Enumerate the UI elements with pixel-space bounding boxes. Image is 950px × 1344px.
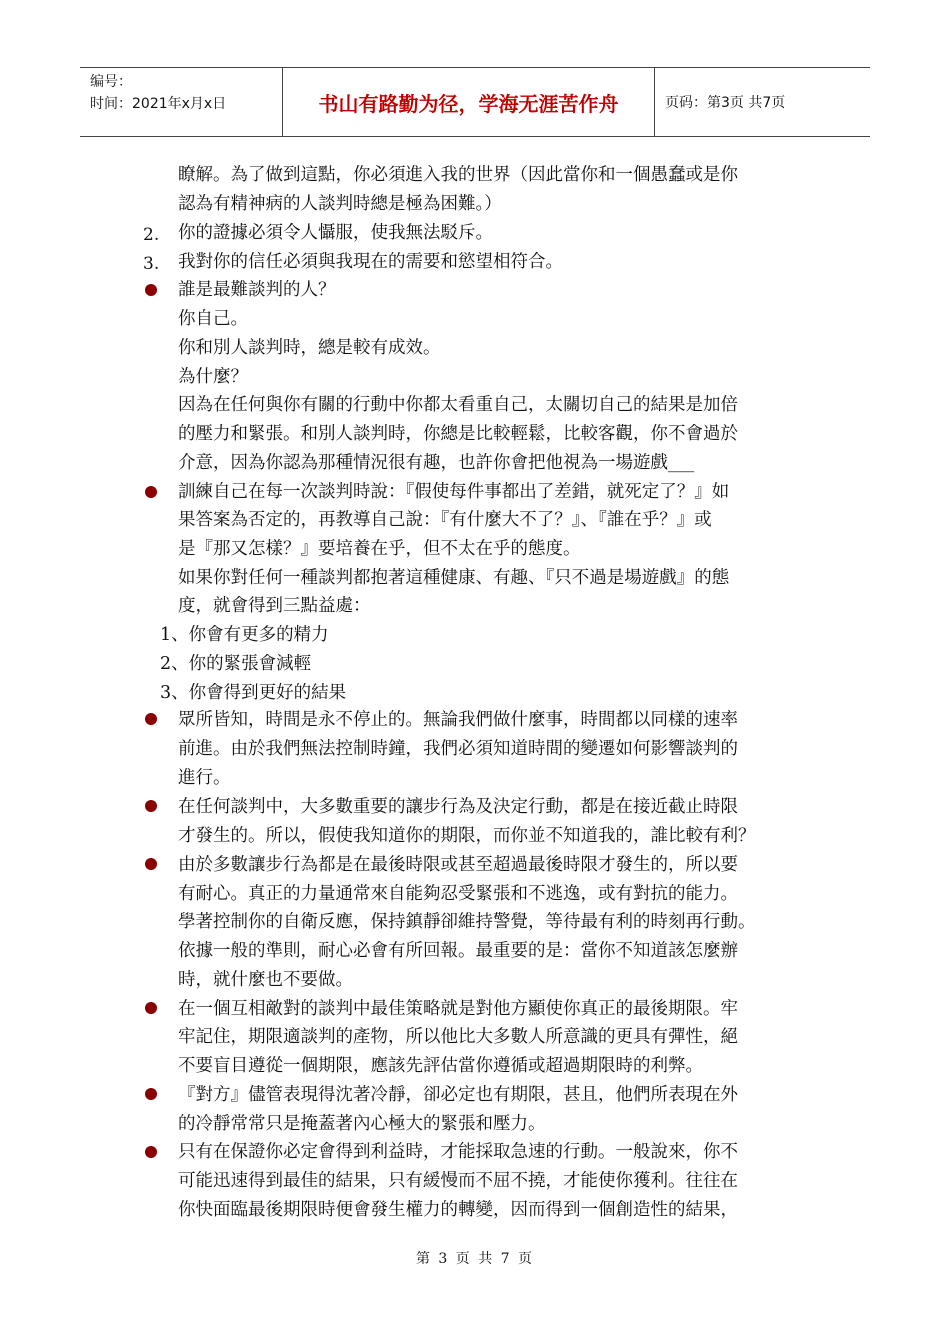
text-line: 你快面臨最後期限時便會發生權力的轉變，因而得到一個創造性的結果， xyxy=(178,1200,738,1220)
bullet-icon xyxy=(145,486,157,498)
text-line: 我對你的信任必須與我現在的需要和慾望相符合。 xyxy=(178,252,563,272)
text-line: 訓練自己在每一次談判時說：『假使每件事都出了差錯，就死定了？』如 xyxy=(178,482,730,502)
text-line: 的壓力和緊張。和別人談判時，你總是比較輕鬆，比較客觀，你不會過於 xyxy=(178,424,738,444)
text-line: 的冷靜常常只是掩蓋著內心極大的緊張和壓力。 xyxy=(178,1114,546,1134)
text-line: 時，就什麼也不要做。 xyxy=(178,970,353,990)
bullet-icon xyxy=(145,1088,157,1100)
text-line: 有耐心。真正的力量通常來自能夠忍受緊張和不逃逸，或有對抗的能力。 xyxy=(178,884,738,904)
text-line: 果答案為否定的，再教導自己說：『有什麼大不了？』、『誰在乎？』或 xyxy=(178,510,712,530)
bullet-icon xyxy=(145,800,157,812)
text-line: 你的證據必須令人懾服，使我無法駁斥。 xyxy=(178,223,493,243)
bullet-icon xyxy=(145,858,157,870)
text-line: 由於多數讓步行為都是在最後時限或甚至超過最後時限才發生的，所以要 xyxy=(178,855,738,875)
page-footer: 第 3 页 共 7 页 xyxy=(415,1251,535,1267)
bullet-icon xyxy=(145,284,157,296)
header-motto: 书山有路勤为径，学海无涯苦作舟 xyxy=(283,68,655,136)
page-header xyxy=(80,67,870,137)
text-line: 2、你的緊張會減輕 xyxy=(160,654,312,674)
header-meta xyxy=(80,68,283,136)
bullet-icon xyxy=(145,713,157,725)
text-line: 前進。由於我們無法控制時鐘，我們必須知道時間的變遷如何影響談判的 xyxy=(178,739,738,759)
text-line: 不要盲目遵從一個期限，應該先評估當你遵循或超過期限時的利弊。 xyxy=(178,1056,703,1076)
text-line: 為什麼？ xyxy=(178,367,248,387)
bullet-icon xyxy=(145,1146,157,1158)
text-line: 如果你對任何一種談判都抱著這種健康、有趣、『只不過是場遊戲』的態 xyxy=(178,568,730,588)
list-number: 2. xyxy=(143,225,160,245)
text-line: 牢記住，期限適談判的產物，所以他比大多數人所意識的更具有彈性，絕 xyxy=(178,1027,738,1047)
text-line: 度，就會得到三點益處： xyxy=(178,596,371,616)
text-line: 認為有精神病的人談判時總是極為困難。） xyxy=(178,194,502,214)
text-line: 眾所皆知，時間是永不停止的。無論我們做什麼事，時間都以同樣的速率 xyxy=(178,710,738,730)
bullet-icon xyxy=(145,1002,157,1014)
text-line: 『對方』儘管表現得沈著冷靜，卻必定也有期限，甚且，他們所表現在外 xyxy=(178,1085,738,1105)
text-line: 誰是最難談判的人？ xyxy=(178,280,336,300)
text-line: 在任何談判中，大多數重要的讓步行為及決定行動，都是在接近截止時限 xyxy=(178,797,738,817)
text-line: 你和別人談判時，總是較有成效。 xyxy=(178,338,441,358)
header-page-info: 页码：第3页 共7页 xyxy=(665,95,786,111)
number-label: 编号： xyxy=(90,74,132,90)
text-line: 你自己。 xyxy=(178,309,248,329)
text-line: 3、你會得到更好的結果 xyxy=(160,683,347,703)
text-line: 學著控制你的自衛反應，保持鎮靜卻維持警覺，等待最有利的時刻再行動。 xyxy=(178,912,756,932)
text-line: 介意，因為你認為那種情況很有趣，也許你會把他視為一場遊戲___ xyxy=(178,453,695,473)
text-line: 在一個互相敵對的談判中最佳策略就是對他方顯使你真正的最後期限。牢 xyxy=(178,999,738,1019)
text-line: 可能迅速得到最佳的結果，只有緩慢而不屈不撓，才能使你獲利。往往在 xyxy=(178,1171,738,1191)
text-line: 進行。 xyxy=(178,768,231,788)
text-line: 1、你會有更多的精力 xyxy=(160,625,329,645)
text-line: 因為在任何與你有關的行動中你都太看重自己，太關切自己的結果是加倍 xyxy=(178,395,738,415)
text-line: 是『那又怎樣？』要培養在乎，但不太在乎的態度。 xyxy=(178,539,581,559)
text-line: 依據一般的準則，耐心必會有所回報。最重要的是：當你不知道該怎麼辦 xyxy=(178,941,738,961)
text-line: 瞭解。為了做到這點，你必須進入我的世界（因此當你和一個愚蠢或是你 xyxy=(178,165,738,185)
text-line: 只有在保證你必定會得到利益時，才能採取急速的行動。一般說來，你不 xyxy=(178,1142,738,1162)
list-number: 3. xyxy=(143,254,160,274)
text-line: 才發生的。所以，假使我知道你的期限，而你並不知道我的，誰比較有利？ xyxy=(178,826,756,846)
date-label: 时间：2021年x月x日 xyxy=(90,96,227,112)
